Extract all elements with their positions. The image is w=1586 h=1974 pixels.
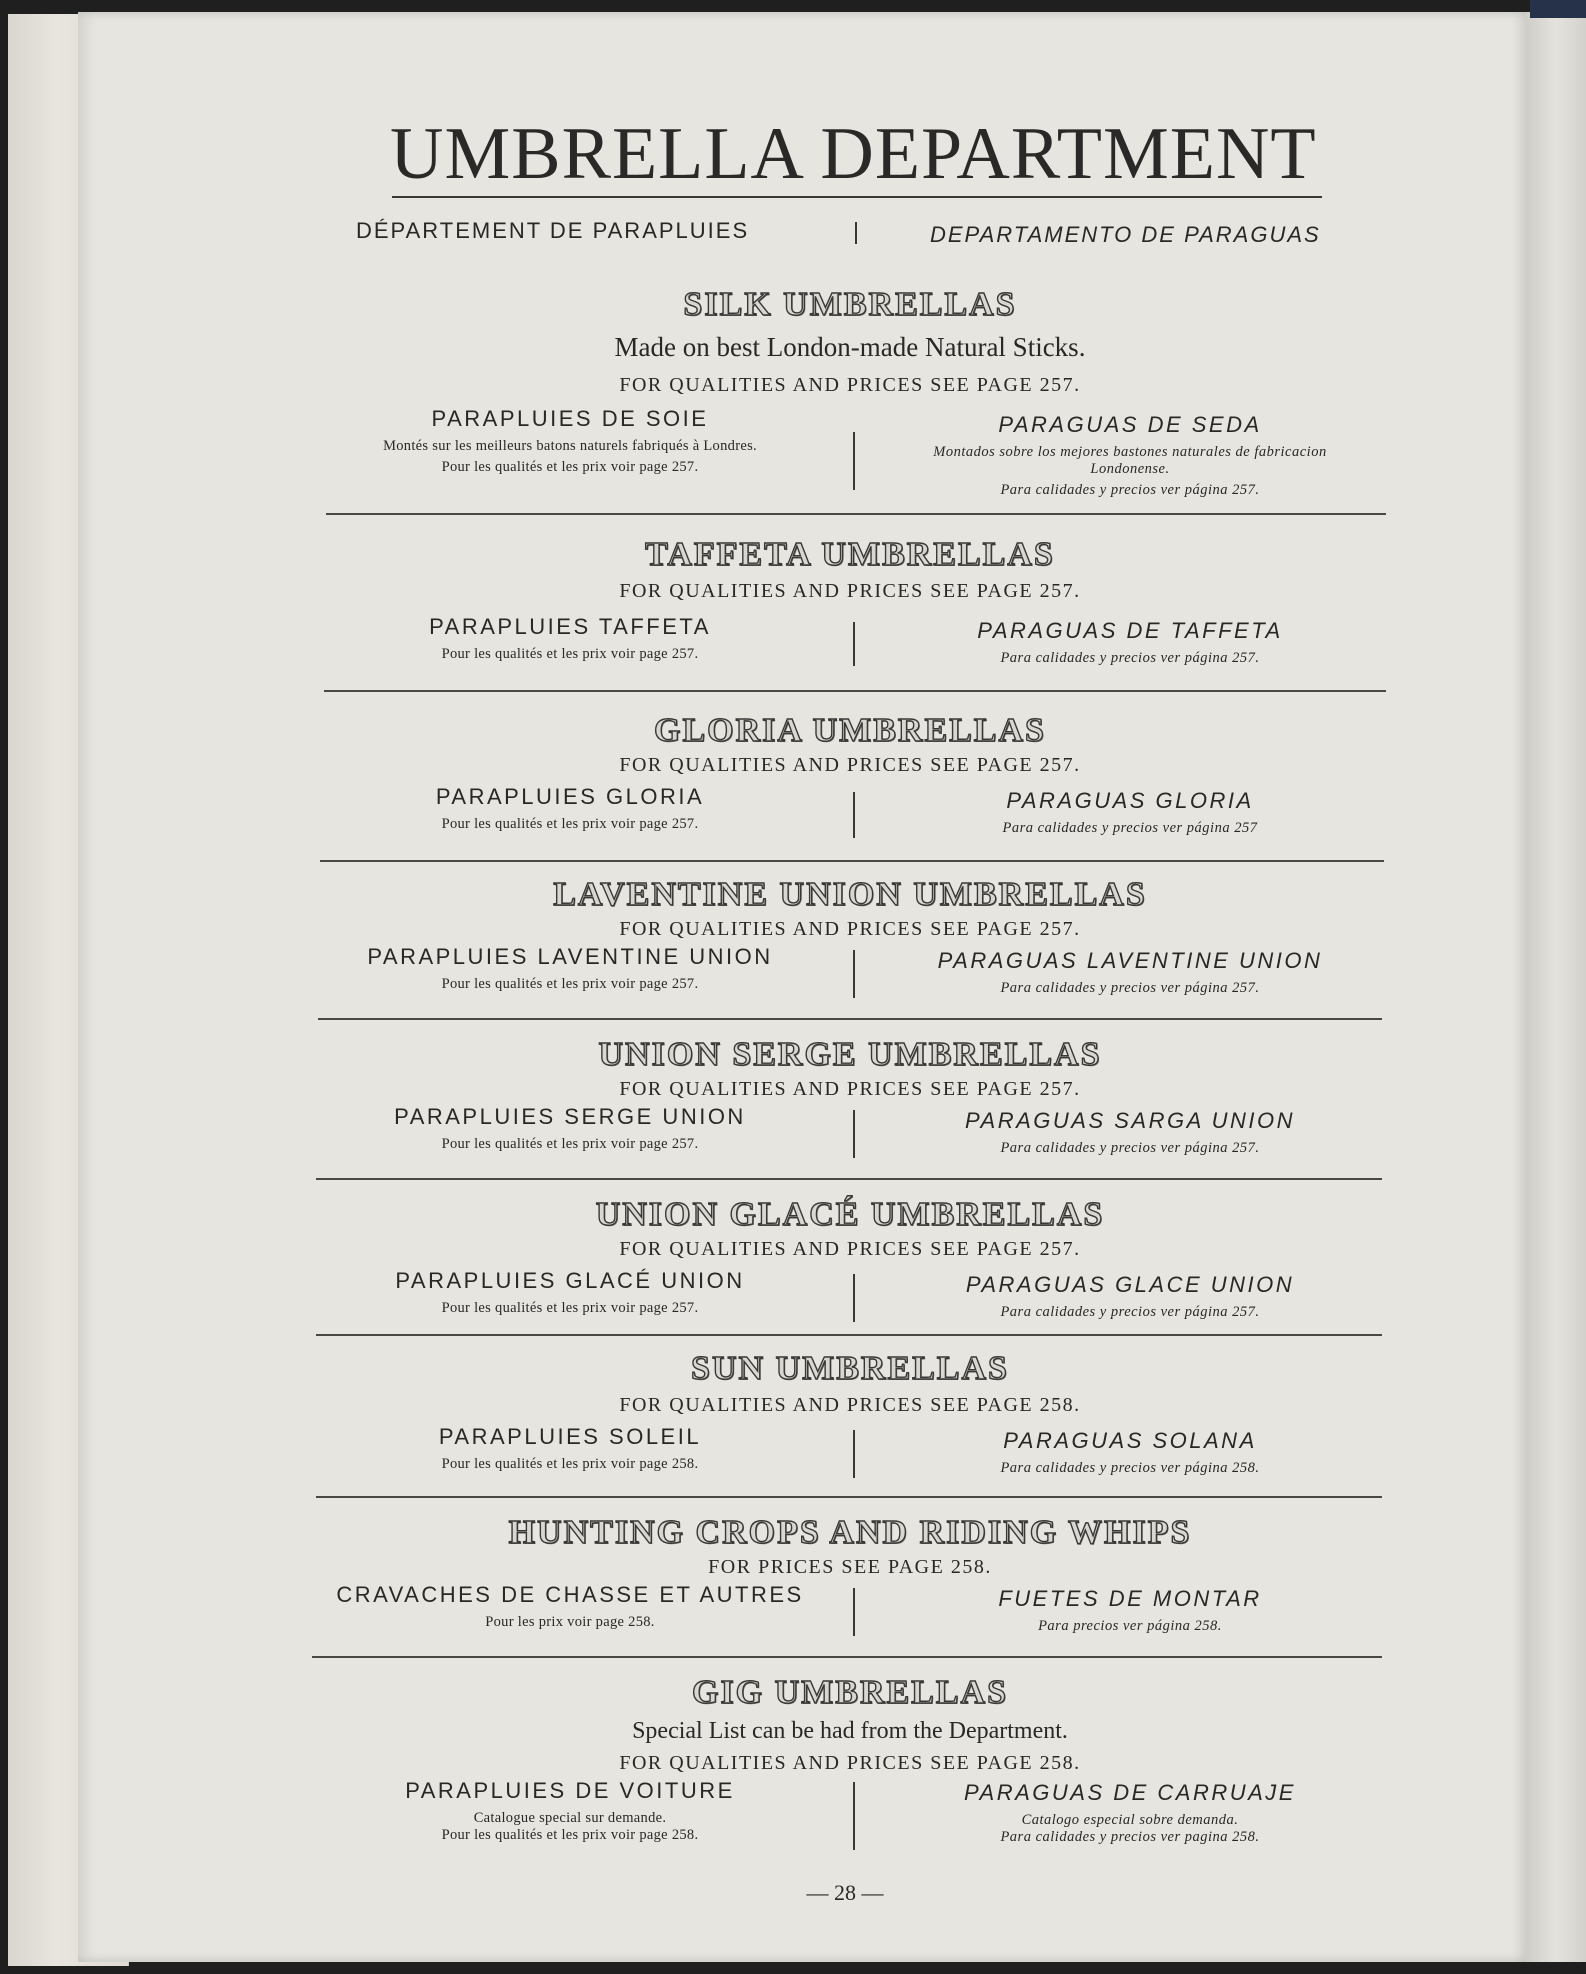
spanish-price-reference: Para calidades y precios ver página 257. [1000,1140,1260,1156]
column-separator [853,950,855,998]
right-page-edge [1526,12,1586,1962]
column-separator [853,622,855,666]
french-column [300,1104,840,1153]
french-price-reference: Pour les qualités et les prix voir page 257. [441,459,699,475]
french-price-reference: Pour les qualités et les prix voir page 257. [441,1300,699,1316]
french-column [300,1268,840,1317]
section-price-reference: FOR QUALITIES AND PRICES SEE PAGE 257. [619,374,1081,396]
french-price-reference: Pour les prix voir page 258. [485,1614,655,1630]
french-price-reference: Pour les qualités et les prix voir page 257. [441,646,699,662]
spanish-name: PARAGUAS LAVENTINE UNION [937,948,1323,973]
french-name: PARAPLUIES TAFFETA [429,614,711,639]
french-column [300,406,840,476]
french-price-reference: Pour les qualités et les prix voir page 257. [441,1136,699,1152]
french-price-reference: Pour les qualités et les prix voir page 257. [441,976,699,992]
section-note: Special List can be had from the Department. [632,1718,1068,1744]
french-column [300,1424,840,1473]
section-title: UNION GLACÉ UMBRELLAS [595,1196,1105,1233]
subtitle-separator [855,222,857,244]
french-column [300,1582,840,1631]
french-column [300,944,840,993]
column-separator [853,792,855,838]
section-title: SILK UMBRELLAS [683,286,1017,323]
section-title: GLORIA UMBRELLAS [654,712,1046,749]
section-price-reference: FOR QUALITIES AND PRICES SEE PAGE 257. [619,1238,1081,1260]
french-price-reference: Pour les qualités et les prix voir page 257. [441,816,699,832]
book-spine [1530,0,1586,18]
spanish-price-reference: Para precios ver página 258. [1038,1618,1222,1634]
section-laventine-union-umbrellas [300,876,1400,1016]
column-separator [853,1782,855,1850]
column-separator [853,1588,855,1636]
left-page-tab [40,14,81,164]
section-title: SUN UMBRELLAS [691,1350,1009,1387]
column-separator [853,1274,855,1322]
spanish-name: PARAGUAS GLORIA [1006,788,1254,813]
page-title: UMBRELLA DEPARTMENT [390,113,1317,195]
section-title: GIG UMBRELLAS [692,1674,1008,1711]
spanish-price-reference: Para calidades y precios ver página 258. [1000,1460,1260,1476]
spanish-name: PARAGUAS SOLANA [1003,1428,1257,1453]
spanish-column [860,412,1400,499]
french-price-reference: Pour les qualités et les prix voir page 258. [441,1456,699,1472]
section-divider [320,860,1384,862]
section-taffeta-umbrellas [300,536,1400,686]
french-name: PARAPLUIES LAVENTINE UNION [367,944,773,969]
spanish-price-reference: Para calidades y precios ver página 257. [1000,650,1260,666]
section-title: LAVENTINE UNION UMBRELLAS [553,876,1147,913]
french-name: PARAPLUIES GLACÉ UNION [395,1268,745,1293]
subtitle-french: DÉPARTEMENT DE PARAPLUIES [356,218,750,243]
spanish-name: PARAGUAS DE TAFFETA [977,618,1283,643]
french-name: PARAPLUIES DE SOIE [431,406,709,431]
section-divider [324,690,1386,692]
section-silk-umbrellas [300,286,1400,526]
spanish-column [860,948,1400,997]
section-divider [316,1178,1382,1180]
spanish-price-reference: Para calidades y precios ver página 257. [1000,1304,1260,1320]
section-price-reference: FOR PRICES SEE PAGE 258. [708,1556,992,1578]
spanish-column [860,1272,1400,1321]
section-sun-umbrellas [300,1350,1400,1500]
spanish-column [860,1586,1400,1635]
spanish-column [860,618,1400,667]
spanish-price-reference: Para calidades y precios ver página 257 [1002,820,1258,836]
subtitle-spanish: DEPARTAMENTO DE PARAGUAS [930,222,1321,247]
spanish-name: PARAGUAS DE SEDA [998,412,1262,437]
section-divider [318,1018,1382,1020]
spanish-column [860,1108,1400,1157]
section-title: TAFFETA UMBRELLAS [645,536,1055,573]
page-number: — 28 — [806,1880,884,1905]
column-separator [853,1110,855,1158]
section-union-glace-umbrellas [300,1196,1400,1336]
section-gig-umbrellas [300,1674,1400,1874]
column-separator [853,1430,855,1478]
spanish-name: PARAGUAS DE CARRUAJE [964,1780,1296,1805]
spanish-price-reference: Para calidades y precios ver página 257. [1000,980,1260,996]
spanish-note: Montados sobre los mejores bastones naturales de fabricacion Londonense. [933,444,1327,477]
section-hunting-crops [300,1514,1400,1664]
section-note: Made on best London-made Natural Sticks. [614,332,1086,362]
section-title: HUNTING CROPS AND RIDING WHIPS [508,1514,1192,1551]
section-price-reference: FOR QUALITIES AND PRICES SEE PAGE 257. [619,1078,1081,1100]
french-name: CRAVACHES DE CHASSE ET AUTRES [336,1582,804,1607]
spanish-name: PARAGUAS GLACE UNION [965,1272,1295,1297]
section-divider [326,513,1386,515]
spanish-column [860,1780,1400,1846]
french-name: PARAPLUIES SERGE UNION [394,1104,746,1129]
spanish-name: FUETES DE MONTAR [998,1586,1262,1611]
french-name: PARAPLUIES GLORIA [435,784,705,809]
section-price-reference: FOR QUALITIES AND PRICES SEE PAGE 257. [619,580,1081,602]
french-note: Montés sur les meilleurs batons naturels fabriqués à Londres. [383,438,757,454]
section-price-reference: FOR QUALITIES AND PRICES SEE PAGE 258. [619,1394,1081,1416]
spanish-price-reference: Para calidades y precios ver pagina 258. [1000,1829,1260,1845]
section-price-reference: FOR QUALITIES AND PRICES SEE PAGE 257. [619,754,1081,776]
french-column [300,784,840,833]
french-name: PARAPLUIES SOLEIL [438,1424,702,1449]
section-union-serge-umbrellas [300,1036,1400,1176]
section-price-reference: FOR QUALITIES AND PRICES SEE PAGE 258. [619,1752,1081,1774]
french-column [300,614,840,663]
french-column [300,1778,840,1844]
spanish-name: PARAGUAS SARGA UNION [965,1108,1295,1133]
section-divider [312,1656,1382,1658]
section-title: UNION SERGE UMBRELLAS [598,1036,1102,1073]
title-underline [392,196,1322,198]
spanish-column [860,788,1400,837]
column-separator [853,432,855,490]
spanish-price-reference: Para calidades y precios ver página 257. [1000,482,1260,498]
section-gloria-umbrellas [300,712,1400,862]
section-price-reference: FOR QUALITIES AND PRICES SEE PAGE 257. [619,918,1081,940]
spanish-note: Catalogo especial sobre demanda. [1021,1812,1239,1828]
french-note: Catalogue special sur demande. [473,1810,667,1826]
french-price-reference: Pour les qualités et les prix voir page 258. [441,1827,699,1843]
section-divider [316,1496,1382,1498]
french-name: PARAPLUIES DE VOITURE [405,1778,735,1803]
spanish-column [860,1428,1400,1477]
section-divider [316,1334,1382,1336]
